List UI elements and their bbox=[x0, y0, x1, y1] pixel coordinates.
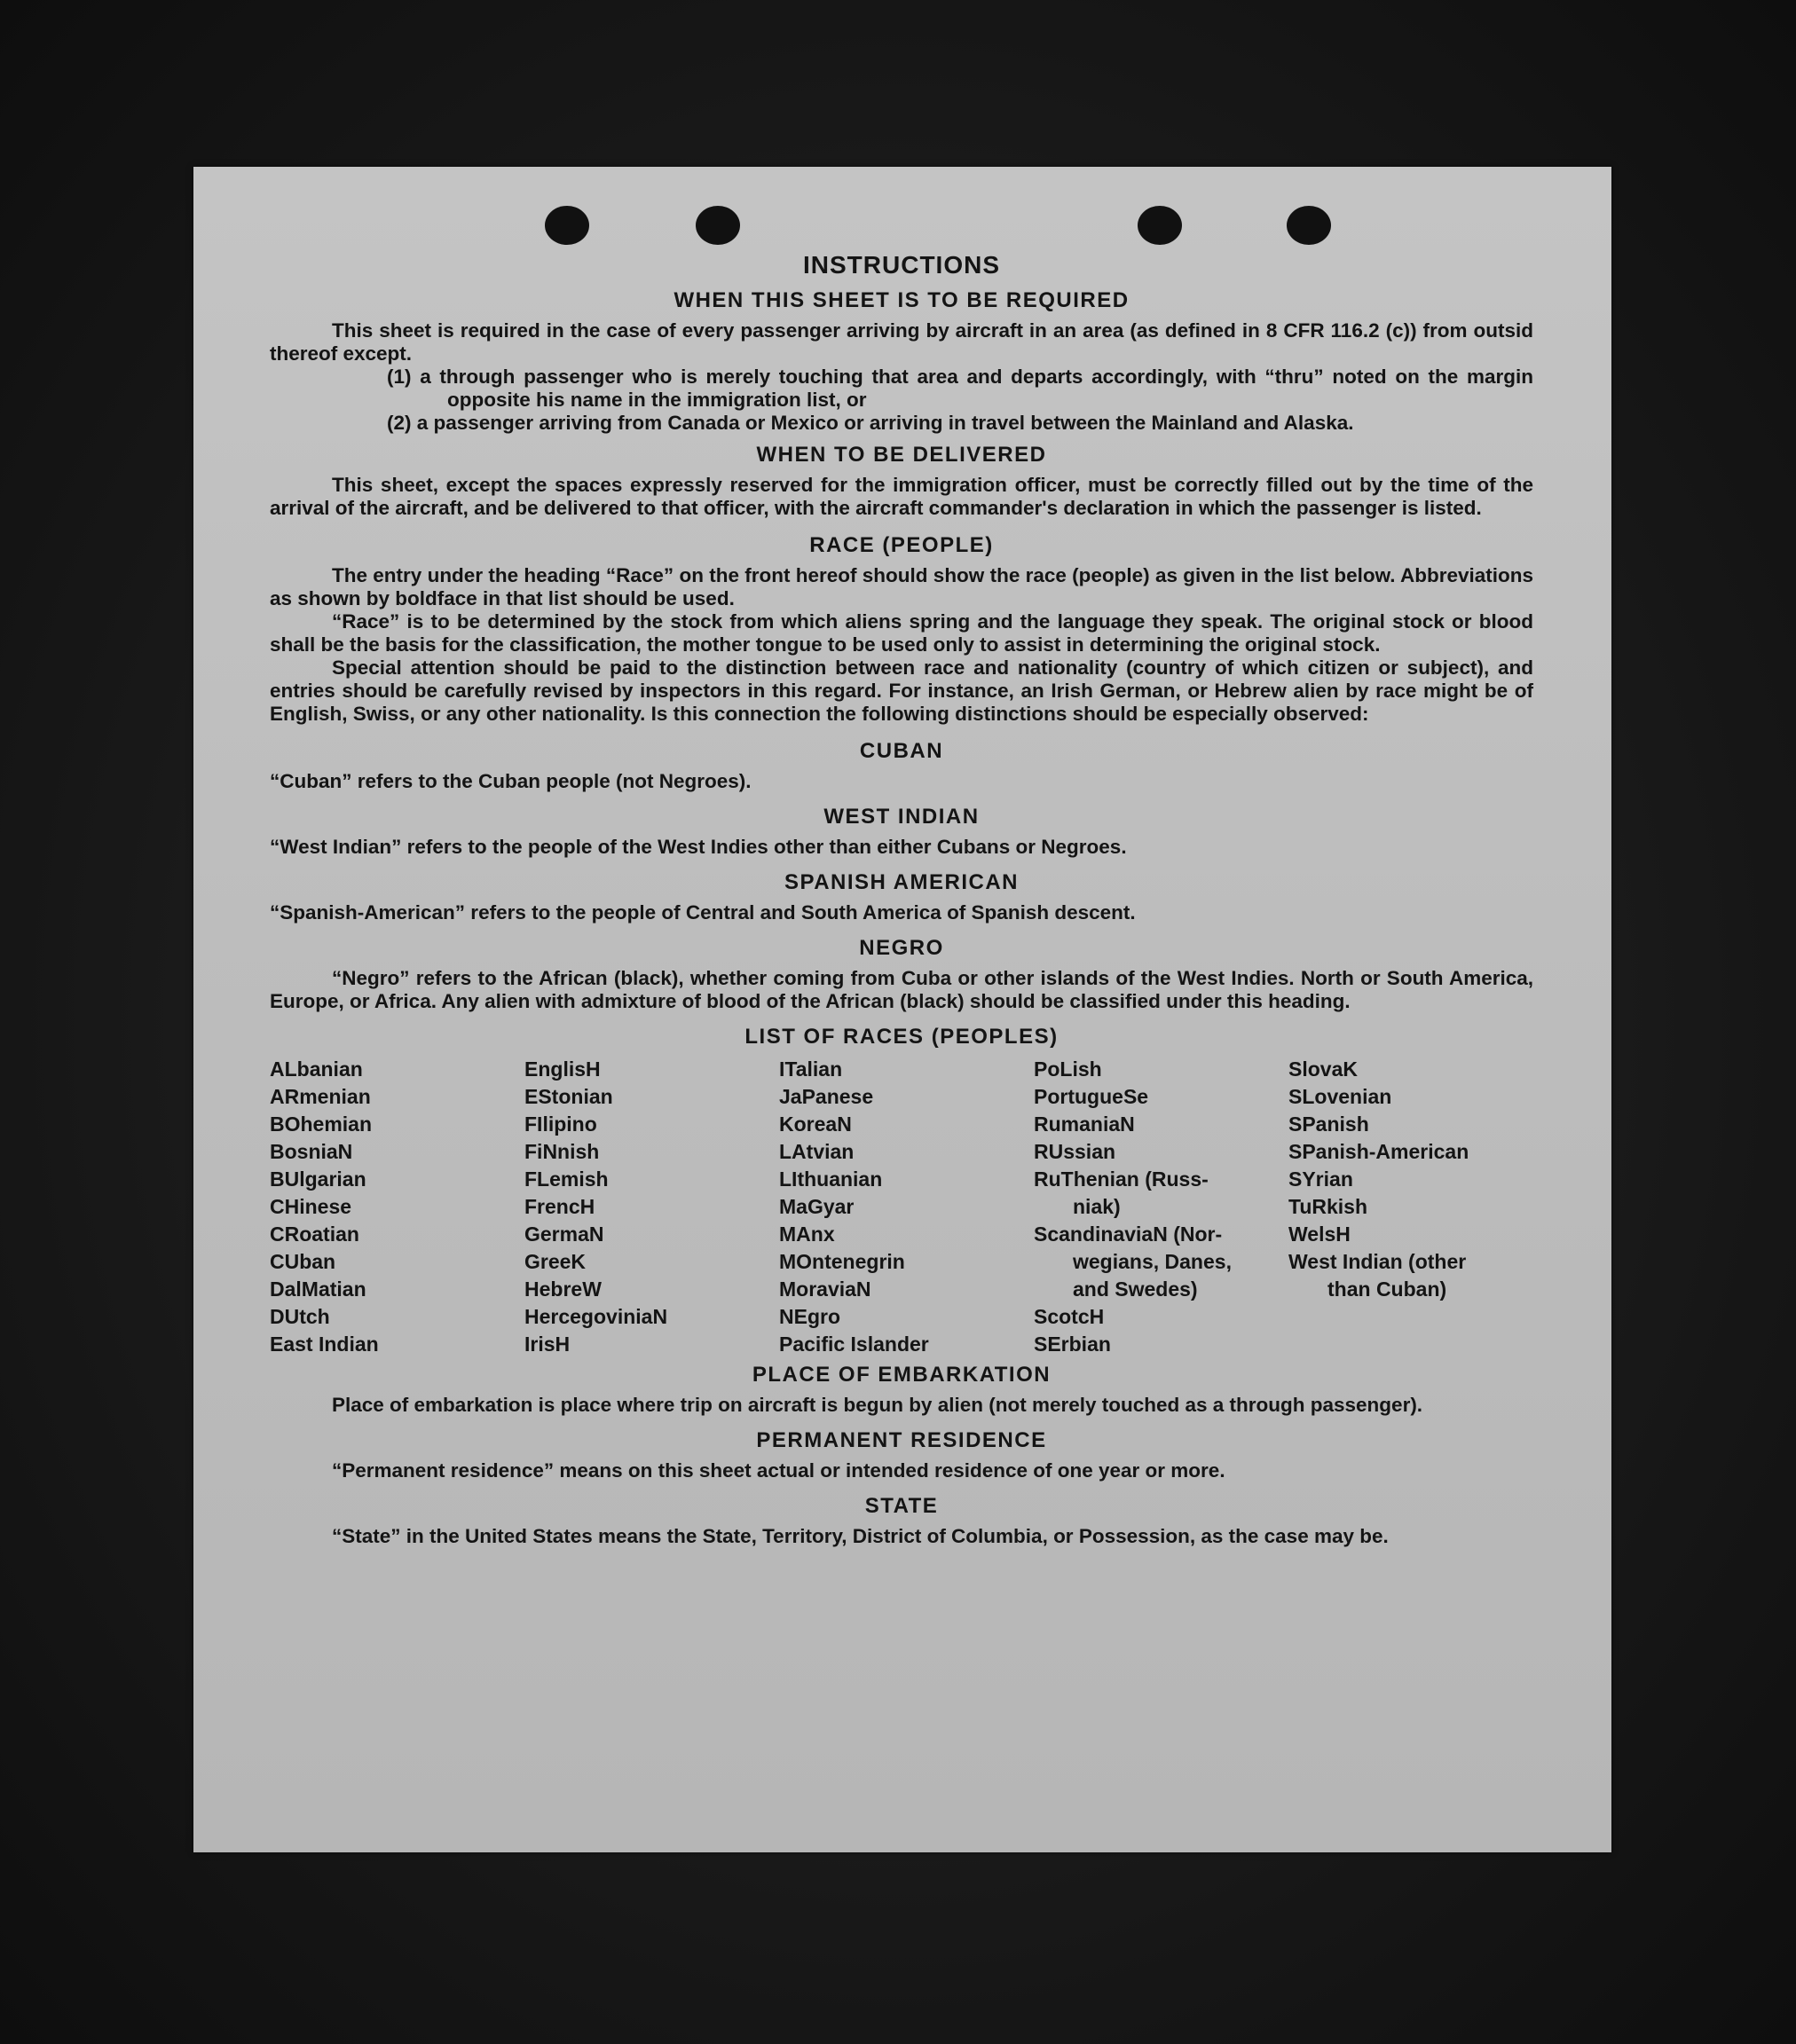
state-text: “State” in the United States means the State, Territory, District of Columbia, or Possession, as the case may be. bbox=[332, 1525, 1389, 1547]
exception-item-2: (2) a passenger arriving from Canada or Mexico or arriving in travel between the Mainland and Alaska. bbox=[387, 412, 1354, 434]
race-entry: GermaN bbox=[524, 1222, 604, 1246]
heading-place-of-embarkation: PLACE OF EMBARKATION bbox=[752, 1363, 1052, 1387]
race-entry: CHinese bbox=[270, 1195, 352, 1218]
delivered-text: This sheet, except the spaces expressly reserved for the immigration officer, must be correctly filled out by the time of the arrival of the aircraft, and be delivered to that officer, with the aircraft commander's declaration in which the passenger is listed. bbox=[270, 474, 1533, 519]
race-entry: SlovaK bbox=[1288, 1057, 1358, 1081]
race-paragraph-2: “Race” is to be determined by the stock from which aliens spring and the language they speak. The original stock or blood shall be the basis for the classification, the mother tongue to be used only to assist in determining the original stock. bbox=[270, 610, 1533, 656]
race-entry: ALbanian bbox=[270, 1057, 363, 1081]
race-entry: WelsH bbox=[1288, 1222, 1351, 1246]
race-entry-continued: and Swedes) bbox=[1073, 1278, 1198, 1301]
document-page bbox=[193, 167, 1611, 1852]
race-entry: KoreaN bbox=[779, 1112, 852, 1136]
race-entry: BosniaN bbox=[270, 1140, 353, 1163]
races-list bbox=[270, 1056, 1533, 1358]
race-entry: SYrian bbox=[1288, 1167, 1353, 1191]
race-entry: SErbian bbox=[1034, 1333, 1111, 1356]
races-column-1 bbox=[270, 1056, 524, 1358]
heading-negro: NEGRO bbox=[859, 936, 944, 960]
heading-race: RACE (PEOPLE) bbox=[809, 533, 994, 557]
race-entry: FIlipino bbox=[524, 1112, 597, 1136]
punch-hole bbox=[1287, 206, 1331, 245]
heading-spanish-american: SPANISH AMERICAN bbox=[784, 870, 1019, 894]
race-entry: MaGyar bbox=[779, 1195, 855, 1218]
embarkation-text: Place of embarkation is place where trip on aircraft is begun by alien (not merely touched as a through passenger). bbox=[332, 1394, 1423, 1416]
race-entry: EStonian bbox=[524, 1085, 613, 1108]
race-entry: SLovenian bbox=[1288, 1085, 1392, 1108]
races-column-4 bbox=[1034, 1056, 1288, 1358]
race-entry: CUban bbox=[270, 1250, 336, 1273]
page-title: INSTRUCTIONS bbox=[803, 251, 1000, 279]
race-entry: West Indian (other bbox=[1288, 1250, 1467, 1273]
heading-permanent-residence: PERMANENT RESIDENCE bbox=[756, 1428, 1047, 1452]
race-entry: LIthuanian bbox=[779, 1167, 883, 1191]
races-column-2 bbox=[524, 1056, 779, 1358]
races-column-3 bbox=[779, 1056, 1034, 1358]
race-entry: ITalian bbox=[779, 1057, 843, 1081]
race-entry-continued: than Cuban) bbox=[1327, 1278, 1447, 1301]
race-entry: SPanish bbox=[1288, 1112, 1369, 1136]
heading-list-of-races: LIST OF RACES (PEOPLES) bbox=[744, 1025, 1059, 1049]
race-entry: CRoatian bbox=[270, 1222, 359, 1246]
race-entry: MOntenegrin bbox=[779, 1250, 905, 1273]
punch-hole bbox=[545, 206, 589, 245]
race-entry: BUlgarian bbox=[270, 1167, 366, 1191]
race-entry: HercegoviniaN bbox=[524, 1305, 668, 1328]
race-paragraph-3: Special attention should be paid to the distinction between race and nationality (country of which citizen or subject), and entries should be carefully revised by inspectors in this regard. For instance, an Irish German, or Hebrew alien by race might be of English, Swiss, or any other nationality. Is this connection the following distinctions should be especially observed: bbox=[270, 656, 1533, 725]
race-entry: ARmenian bbox=[270, 1085, 371, 1108]
race-entry: BOhemian bbox=[270, 1112, 373, 1136]
race-entry: TuRkish bbox=[1288, 1195, 1368, 1218]
west-indian-text: “West Indian” refers to the people of the West Indies other than either Cubans or Negroes. bbox=[270, 836, 1127, 858]
heading-when-delivered: WHEN TO BE DELIVERED bbox=[756, 443, 1047, 467]
race-entry: HebreW bbox=[524, 1278, 602, 1301]
cuban-text: “Cuban” refers to the Cuban people (not Negroes). bbox=[270, 770, 752, 792]
race-entry: NEgro bbox=[779, 1305, 840, 1328]
punch-hole bbox=[696, 206, 740, 245]
heading-cuban: CUBAN bbox=[859, 739, 944, 763]
race-entry: DalMatian bbox=[270, 1278, 366, 1301]
heading-state: STATE bbox=[864, 1494, 939, 1518]
race-entry: FLemish bbox=[524, 1167, 609, 1191]
race-entry: MAnx bbox=[779, 1222, 835, 1246]
race-entry: ScotcH bbox=[1034, 1305, 1105, 1328]
race-entry: PortugueSe bbox=[1034, 1085, 1149, 1108]
punch-hole bbox=[1138, 206, 1182, 245]
residence-text: “Permanent residence” means on this sheet actual or intended residence of one year or more. bbox=[332, 1459, 1225, 1482]
race-entry: ScandinaviaN (Nor- bbox=[1034, 1222, 1223, 1246]
exception-item-1: (1) a through passenger who is merely touching that area and departs accordingly, with “thru” noted on the margin opposite his name in the immigration list, or bbox=[387, 366, 1533, 411]
heading-west-indian: WEST INDIAN bbox=[823, 805, 980, 829]
race-entry-continued: niak) bbox=[1073, 1195, 1121, 1218]
race-entry: RumaniaN bbox=[1034, 1112, 1135, 1136]
race-entry: JaPanese bbox=[779, 1085, 874, 1108]
race-entry: GreeK bbox=[524, 1250, 587, 1273]
race-entry: Pacific Islander bbox=[779, 1333, 929, 1356]
race-entry: SPanish-American bbox=[1288, 1140, 1469, 1163]
races-column-5 bbox=[1288, 1056, 1533, 1358]
heading-when-required: WHEN THIS SHEET IS TO BE REQUIRED bbox=[674, 288, 1130, 312]
race-entry: EnglisH bbox=[524, 1057, 601, 1081]
negro-text: “Negro” refers to the African (black), whether coming from Cuba or other islands of the West Indies. North or South America, Europe, or Africa. Any alien with admixture of blood of the African (black) should be classified under this heading. bbox=[270, 967, 1533, 1012]
race-paragraph-1: The entry under the heading “Race” on the front hereof should show the race (people) as given in the list below. Abbreviations as shown by boldface in that list should be used. bbox=[270, 564, 1533, 609]
instructions-content bbox=[270, 251, 1533, 1548]
race-entry: FiNnish bbox=[524, 1140, 600, 1163]
race-entry: PoLish bbox=[1034, 1057, 1102, 1081]
spanish-american-text: “Spanish-American” refers to the people of Central and South America of Spanish descent. bbox=[270, 901, 1136, 924]
race-entry: East Indian bbox=[270, 1333, 379, 1356]
race-entry: RuThenian (Russ- bbox=[1034, 1167, 1209, 1191]
race-entry: DUtch bbox=[270, 1305, 330, 1328]
race-entry: FrencH bbox=[524, 1195, 595, 1218]
race-entry: MoraviaN bbox=[779, 1278, 871, 1301]
race-entry-continued: wegians, Danes, bbox=[1073, 1250, 1232, 1273]
race-entry: LAtvian bbox=[779, 1140, 855, 1163]
required-text: This sheet is required in the case of every passenger arriving by aircraft in an area (as defined in 8 CFR 116.2 (c)) from outsid thereof except. bbox=[270, 319, 1533, 365]
race-entry: RUssian bbox=[1034, 1140, 1116, 1163]
race-entry: IrisH bbox=[524, 1333, 571, 1356]
